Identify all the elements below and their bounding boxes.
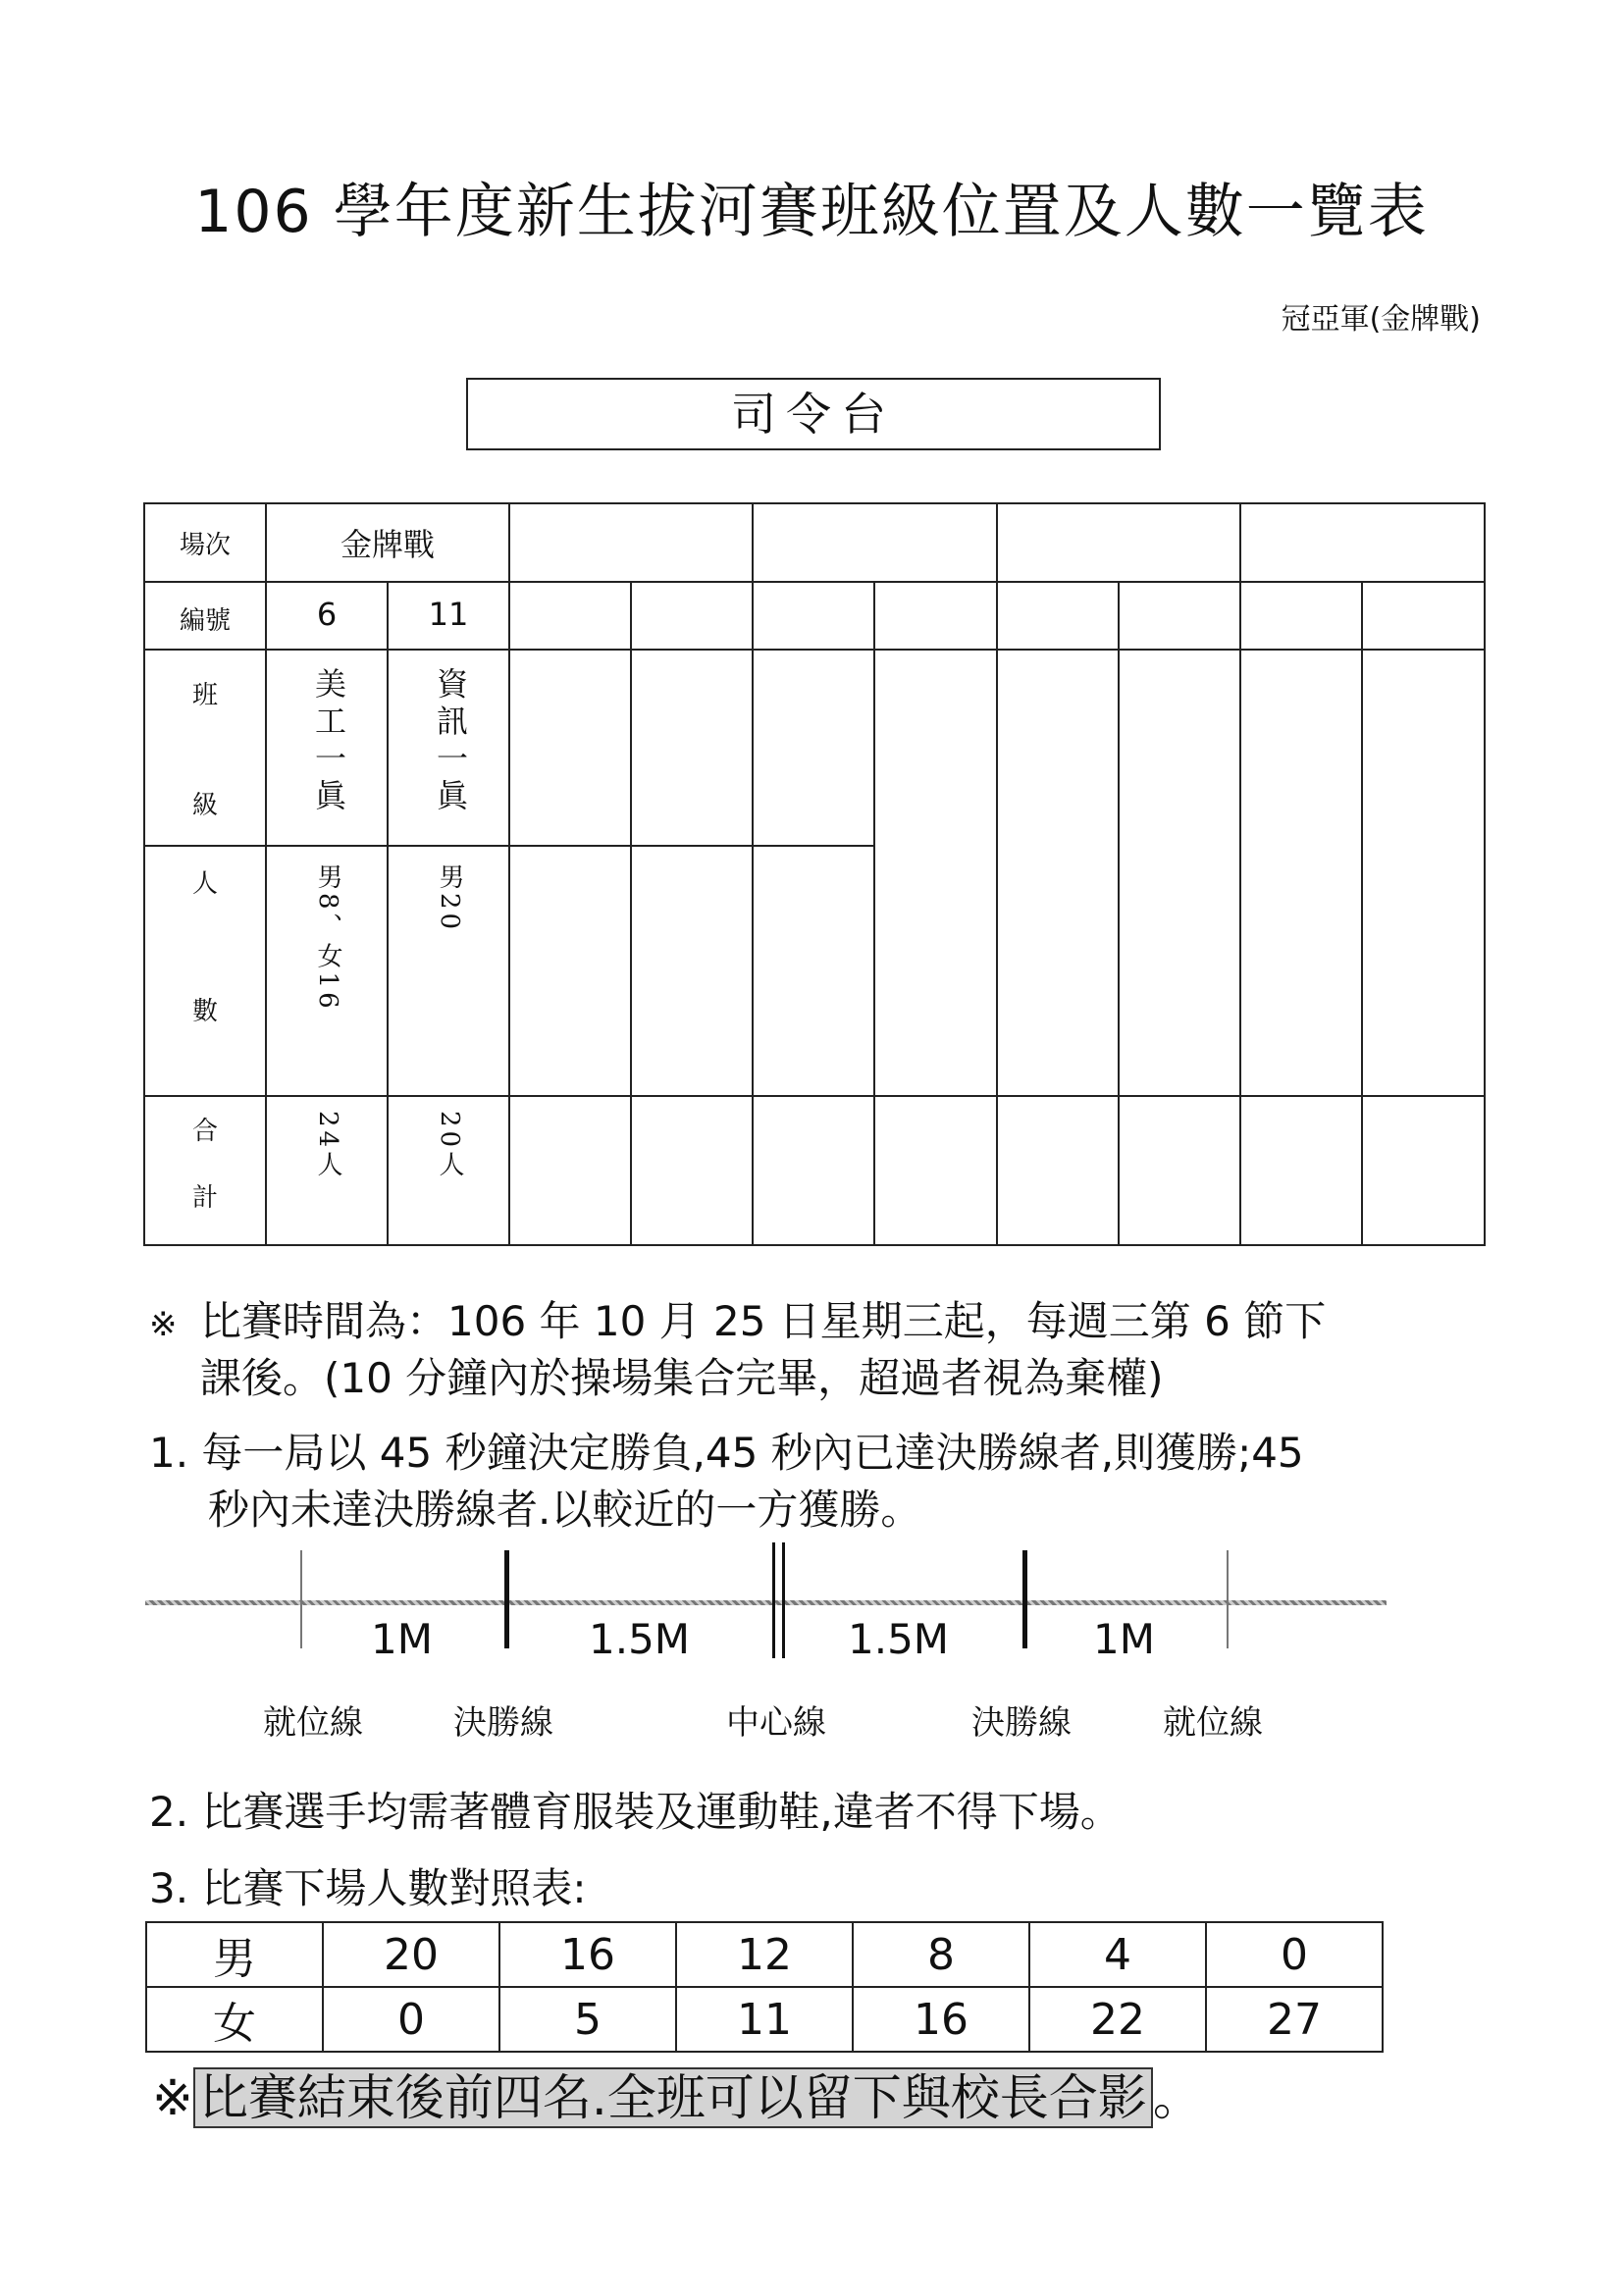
table-cell: 5 <box>499 1987 676 2052</box>
team-number: 11 <box>428 596 469 633</box>
start-line-right <box>1227 1550 1229 1648</box>
row-label-class-top: 班 <box>191 681 218 710</box>
row-label-total-bottom: 計 <box>191 1183 218 1213</box>
ratio-table <box>145 1921 1384 2053</box>
note-mark: ※ <box>149 1305 178 1344</box>
page-title: 106 學年度新生拔河賽班級位置及人數一覽表 <box>194 178 1429 246</box>
table-cell: 22 <box>1029 1987 1206 2052</box>
center-line <box>772 1542 775 1658</box>
schedule-line-1: 比賽時間為：106 年 10 月 25 日星期三起，每週三第 6 節下 <box>200 1297 1327 1345</box>
win-line-right <box>1022 1550 1027 1648</box>
win-line-left <box>504 1550 509 1648</box>
row-label-round: 場次 <box>179 531 231 560</box>
distance-label: 1M <box>371 1615 433 1663</box>
final-note <box>152 2059 1202 2129</box>
table-cell: 20 <box>323 1922 499 1987</box>
podium-box: 司令台 <box>466 378 1161 450</box>
table-cell: 27 <box>1206 1987 1383 2052</box>
final-note-end: 。 <box>1152 2069 1202 2126</box>
team-total: 24人 <box>313 1111 342 1181</box>
row-label-number: 編號 <box>179 606 231 636</box>
schedule-line-2: 課後。(10 分鐘內於操場集合完畢，超過者視為棄權) <box>200 1354 1164 1402</box>
line-label: 就位線 <box>263 1703 363 1743</box>
table-cell: 男 <box>146 1922 323 1987</box>
team-class: 美工一眞 <box>310 667 347 816</box>
table-row <box>146 1922 1383 1987</box>
distance-label: 1.5M <box>589 1615 691 1663</box>
table-cell: 16 <box>853 1987 1029 2052</box>
team-people: 男20 <box>435 863 464 934</box>
line-label: 中心線 <box>726 1703 826 1743</box>
final-note-highlight: 比賽結束後前四名.全班可以留下與校長合影 <box>193 2067 1153 2128</box>
round-name: 金牌戰 <box>340 526 435 563</box>
start-line-left <box>300 1550 302 1648</box>
table-cell: 4 <box>1029 1922 1206 1987</box>
center-line-2 <box>782 1542 785 1658</box>
row-label-total-top: 合 <box>191 1117 218 1146</box>
row-label-class-bottom: 級 <box>191 791 218 820</box>
table-cell: 女 <box>146 1987 323 2052</box>
distance-label: 1.5M <box>848 1615 950 1663</box>
field-diagram <box>0 1531 1623 1756</box>
table-cell: 0 <box>323 1987 499 2052</box>
distance-label: 1M <box>1093 1615 1155 1663</box>
rope-line <box>145 1600 1387 1605</box>
table-cell: 0 <box>1206 1922 1383 1987</box>
rule-1-line-1: 1. 每一局以 45 秒鐘決定勝負,45 秒內已達決勝線者,則獲勝;45 <box>149 1429 1304 1477</box>
page-subtitle: 冠亞軍(金牌戰) <box>1281 302 1481 337</box>
team-class: 資訊一眞 <box>432 667 469 816</box>
row-label-people-top: 人 <box>191 869 218 899</box>
team-total: 20人 <box>435 1111 464 1181</box>
team-people: 男8、女16 <box>313 863 342 1013</box>
rule-2: 2. 比賽選手均需著體育服裝及運動鞋,違者不得下場。 <box>149 1788 1122 1836</box>
line-label: 決勝線 <box>453 1703 553 1743</box>
rule-3: 3. 比賽下場人數對照表: <box>149 1864 587 1912</box>
table-row <box>146 1987 1383 2052</box>
table-cell: 12 <box>676 1922 853 1987</box>
row-label-people-bottom: 數 <box>191 997 218 1026</box>
table-cell: 16 <box>499 1922 676 1987</box>
line-label: 決勝線 <box>971 1703 1072 1743</box>
team-number: 6 <box>316 596 338 633</box>
final-note-mark: ※ <box>152 2069 193 2126</box>
line-label: 就位線 <box>1163 1703 1263 1743</box>
table-cell: 8 <box>853 1922 1029 1987</box>
table-cell: 11 <box>676 1987 853 2052</box>
rule-1-line-2: 秒內未達決勝線者.以較近的一方獲勝。 <box>208 1486 922 1534</box>
